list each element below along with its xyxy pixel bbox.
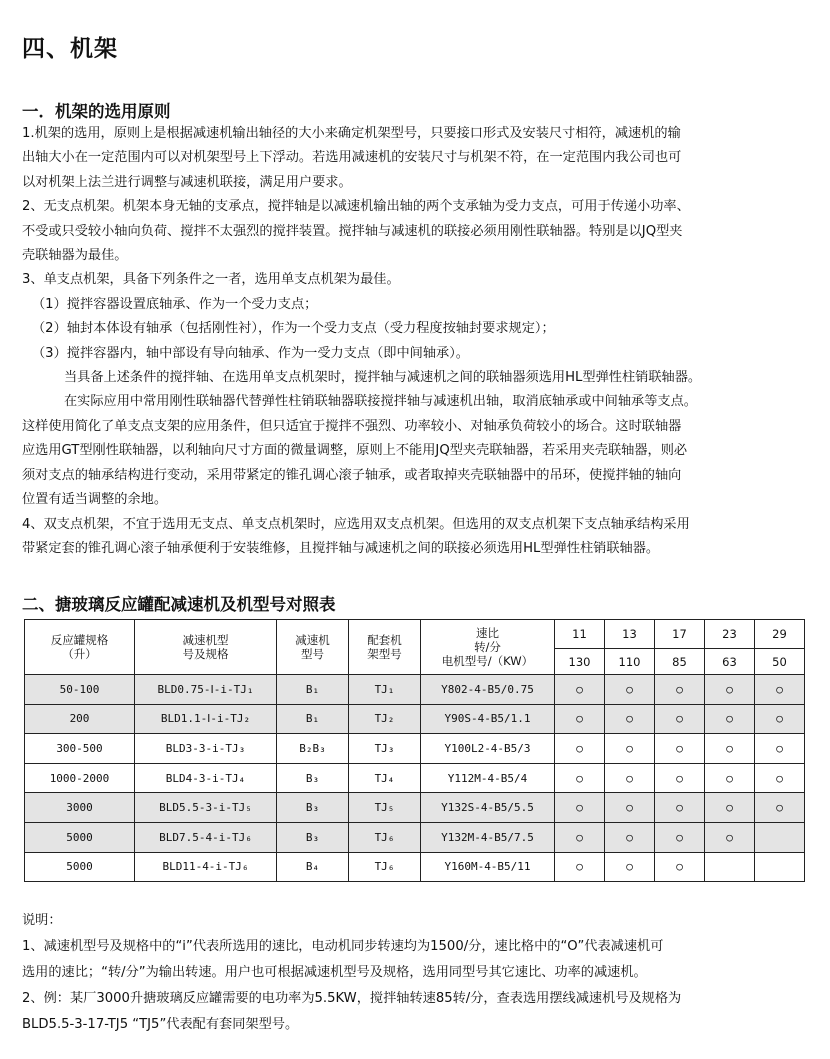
- cell-mark: ○: [755, 675, 805, 705]
- cell-motor: Y160M-4-B5/11: [421, 852, 555, 882]
- section1-body: [22, 122, 812, 561]
- text-line: 须对支点的轴承结构进行变动，采用带紧定的锥孔调心滚子轴承，或者取掉夹壳联轴器中的吊环，使搅拌轴的轴向: [22, 467, 682, 483]
- cell-mark: ○: [655, 734, 705, 764]
- table-row: [25, 763, 805, 793]
- cell-mark: ○: [605, 704, 655, 734]
- cell-mark: ○: [605, 734, 655, 764]
- header-speed: 110: [605, 649, 655, 675]
- text-line: （3）搅拌容器内，轴中部设有导向轴承、作为一受力支点（即中间轴承）。: [32, 345, 469, 361]
- cell-mark: ○: [755, 793, 805, 823]
- cell-mark: ○: [705, 793, 755, 823]
- header-speed: 85: [655, 649, 705, 675]
- cell-frame: TJ₆: [349, 822, 421, 852]
- text-line: 当具备上述条件的搅拌轴、在选用单支点机架时，搅拌轴与减速机之间的联轴器须选用HL型弹性柱销联轴器。: [64, 370, 702, 386]
- cell-type: B₁: [277, 675, 349, 705]
- header-speed: 63: [705, 649, 755, 675]
- notes-heading: 说明：: [22, 913, 62, 928]
- table-row: [25, 675, 805, 705]
- text-line: 出轴大小在一定范围内可以对机架型号上下浮动。若选用减速机的安装尺寸与机架不符，在一定范围内我公司也可: [22, 150, 682, 166]
- header-ratio-motor: 速比 转/分 电机型号/（KW）: [421, 620, 555, 675]
- cell-type: B₃: [277, 822, 349, 852]
- cell-type: B₄: [277, 852, 349, 882]
- text-line: 这样使用简化了单支点支架的应用条件，但只适宜于搅拌不强烈、功率较小、对轴承负荷较小的场合。这时联轴器: [22, 418, 682, 434]
- note-line: BLD5.5-3-17-TJ5 “TJ5”代表配有套同架型号。: [22, 1017, 299, 1032]
- cell-mark: ○: [655, 793, 705, 823]
- cell-mark: ○: [555, 734, 605, 764]
- cell-mark: ○: [555, 704, 605, 734]
- table-row: [25, 852, 805, 882]
- cell-reducer: BLD0.75-Ⅰ-i-TJ₁: [135, 675, 277, 705]
- cell-mark: ○: [755, 704, 805, 734]
- section1-heading: 一．机架的选用原则: [22, 102, 171, 121]
- cell-motor: Y132M-4-B5/7.5: [421, 822, 555, 852]
- cell-motor: Y112M-4-B5/4: [421, 763, 555, 793]
- cell-mark: ○: [755, 763, 805, 793]
- cell-mark: ○: [555, 822, 605, 852]
- header-ratio: 17: [655, 620, 705, 649]
- cell-motor: Y132S-4-B5/5.5: [421, 793, 555, 823]
- text-line: 应选用GT型刚性联轴器，以利轴向尺寸方面的微量调整，原则上不能用JQ型夹壳联轴器，若采用夹壳联轴器，则必: [22, 443, 688, 459]
- cell-reducer: BLD3-3-i-TJ₃: [135, 734, 277, 764]
- header-reducer-type: 减速机 型号: [277, 620, 349, 675]
- cell-motor: Y802-4-B5/0.75: [421, 675, 555, 705]
- text-line: （2）轴封本体设有轴承（包括刚性衬），作为一个受力支点（受力程度按轴封要求规定）；: [32, 321, 555, 337]
- cell-mark: [705, 852, 755, 882]
- cell-mark: ○: [655, 852, 705, 882]
- cell-vessel: 300-500: [25, 734, 135, 764]
- reducer-comparison-table: [24, 619, 805, 882]
- text-line: 以对机架上法兰进行调整与减速机联接，满足用户要求。: [22, 174, 352, 190]
- header-frame-model: 配套机 架型号: [349, 620, 421, 675]
- cell-reducer: BLD11-4-i-TJ₆: [135, 852, 277, 882]
- cell-mark: ○: [605, 822, 655, 852]
- table-row: [25, 793, 805, 823]
- cell-vessel: 5000: [25, 822, 135, 852]
- cell-mark: ○: [705, 675, 755, 705]
- cell-frame: TJ₄: [349, 763, 421, 793]
- header-ratio: 29: [755, 620, 805, 649]
- text-line: 4、双支点机架，不宜于选用无支点、单支点机架时，应选用双支点机架。但选用的双支点机架下支点轴承结构采用: [22, 516, 690, 532]
- text-line: 壳联轴器为最佳。: [22, 248, 128, 264]
- cell-mark: [755, 822, 805, 852]
- header-ratio: 23: [705, 620, 755, 649]
- cell-mark: ○: [655, 763, 705, 793]
- text-line: 在实际应用中常用刚性联轴器代替弹性柱销联轴器联接搅拌轴与减速机出轴，取消底轴承或中间轴承等支点。: [64, 394, 697, 410]
- text-line: 位置有适当调整的余地。: [22, 492, 168, 508]
- cell-mark: ○: [555, 852, 605, 882]
- notes-section: [22, 908, 812, 1038]
- cell-mark: ○: [555, 763, 605, 793]
- cell-type: B₃: [277, 793, 349, 823]
- cell-frame: TJ₆: [349, 852, 421, 882]
- cell-vessel: 50-100: [25, 675, 135, 705]
- header-vessel-spec: 反应罐规格 （升）: [25, 620, 135, 675]
- cell-mark: ○: [555, 675, 605, 705]
- cell-reducer: BLD4-3-i-TJ₄: [135, 763, 277, 793]
- section2-heading: 二、搪玻璃反应罐配减速机及机型号对照表: [22, 595, 336, 614]
- cell-mark: ○: [605, 793, 655, 823]
- text-line: 2、无支点机架。机架本身无轴的支承点，搅拌轴是以减速机输出轴的两个支承轴为受力支点，可用于传递小功率、: [22, 199, 690, 215]
- cell-mark: [755, 852, 805, 882]
- note-line: 选用的速比；“转/分”为输出转速。用户也可根据减速机型号及规格，选用同型号其它速比、功率的减速机。: [22, 965, 647, 980]
- note-line: 1、减速机型号及规格中的“i”代表所选用的速比，电动机同步转速均为1500/分，速比格中的“O”代表减速机可: [22, 939, 664, 954]
- cell-reducer: BLD7.5-4-i-TJ₆: [135, 822, 277, 852]
- header-ratio: 13: [605, 620, 655, 649]
- header-speed: 130: [555, 649, 605, 675]
- cell-frame: TJ₁: [349, 675, 421, 705]
- cell-vessel: 3000: [25, 793, 135, 823]
- cell-type: B₁: [277, 704, 349, 734]
- cell-vessel: 5000: [25, 852, 135, 882]
- page-title: 四、机架: [22, 36, 118, 62]
- cell-type: B₃: [277, 763, 349, 793]
- cell-reducer: BLD5.5-3-i-TJ₅: [135, 793, 277, 823]
- cell-mark: ○: [755, 734, 805, 764]
- cell-mark: ○: [705, 704, 755, 734]
- cell-mark: ○: [555, 793, 605, 823]
- text-line: 带紧定套的锥孔调心滚子轴承便利于安装维修，且搅拌轴与减速机之间的联接必须选用HL型弹性柱销联轴器。: [22, 540, 660, 556]
- cell-frame: TJ₂: [349, 704, 421, 734]
- cell-vessel: 1000-2000: [25, 763, 135, 793]
- text-line: 1.机架的选用，原则上是根据减速机输出轴径的大小来确定机架型号，只要接口形式及安装尺寸相符，减速机的输: [22, 126, 681, 141]
- cell-motor: Y100L2-4-B5/3: [421, 734, 555, 764]
- cell-mark: ○: [705, 763, 755, 793]
- cell-mark: ○: [605, 852, 655, 882]
- text-line: 不受或只受较小轴向负荷、搅拌不太强烈的搅拌装置。搅拌轴与减速机的联接必须用刚性联轴器。特别是以JQ型夹: [22, 223, 683, 239]
- cell-reducer: BLD1.1-Ⅰ-i-TJ₂: [135, 704, 277, 734]
- header-ratio: 11: [555, 620, 605, 649]
- cell-mark: ○: [605, 675, 655, 705]
- note-line: 2、例：某厂3000升搪玻璃反应罐需要的电功率为5.5KW，搅拌轴转速85转/分，查表选用摆线减速机号及规格为: [22, 991, 682, 1006]
- cell-frame: TJ₅: [349, 793, 421, 823]
- table-row: [25, 704, 805, 734]
- cell-mark: ○: [705, 822, 755, 852]
- table-row: [25, 822, 805, 852]
- cell-frame: TJ₃: [349, 734, 421, 764]
- cell-vessel: 200: [25, 704, 135, 734]
- cell-mark: ○: [655, 822, 705, 852]
- table-row: [25, 734, 805, 764]
- cell-motor: Y90S-4-B5/1.1: [421, 704, 555, 734]
- cell-type: B₂B₃: [277, 734, 349, 764]
- cell-mark: ○: [705, 734, 755, 764]
- cell-mark: ○: [655, 704, 705, 734]
- header-speed: 50: [755, 649, 805, 675]
- text-line: （1）搅拌容器设置底轴承、作为一个受力支点；: [32, 296, 318, 312]
- text-line: 3、单支点机架，具备下列条件之一者，选用单支点机架为最佳。: [22, 272, 400, 288]
- cell-mark: ○: [655, 675, 705, 705]
- cell-mark: ○: [605, 763, 655, 793]
- header-reducer-model: 减速机型 号及规格: [135, 620, 277, 675]
